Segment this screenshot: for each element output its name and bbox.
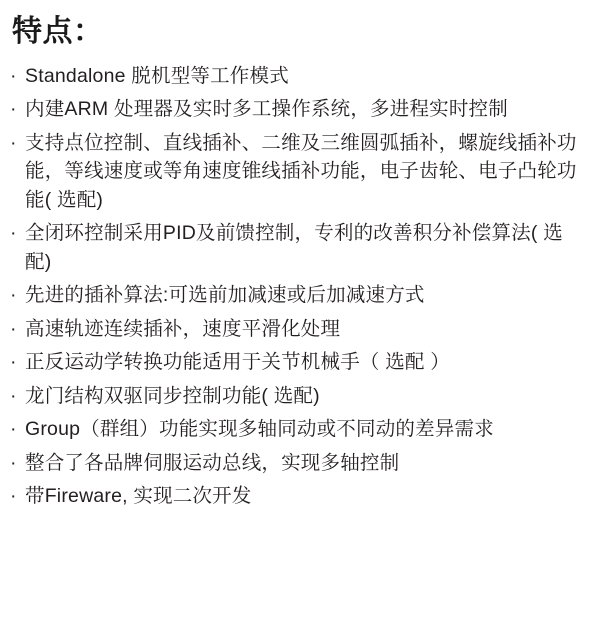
list-item xyxy=(10,415,582,443)
list-item xyxy=(10,315,582,343)
list-item-label: 正反运动学转换功能适用于关节机械手（ 选配 ） xyxy=(25,351,450,374)
list-item-label: 先进的插补算法:可选前加减速或后加减速方式 xyxy=(25,284,425,307)
bullet-icon: · xyxy=(10,351,17,374)
bullet-icon: · xyxy=(10,98,17,121)
list-item-label: Group（群组）功能实现多轴同动或不同动的差异需求 xyxy=(25,418,494,441)
bullet-icon: · xyxy=(10,222,17,245)
list-item xyxy=(10,219,582,276)
list-item-label: 支持点位控制、直线插补、二维及三维圆弧插补，螺旋线插补功能，等线速度或等角速度锥线插补功能，电子齿轮、电子凸轮功能( 选配) xyxy=(25,131,577,211)
list-item xyxy=(10,129,582,214)
list-item xyxy=(10,348,582,376)
list-item-label: 整合了各品牌伺服运动总线，实现多轴控制 xyxy=(25,451,400,474)
bullet-icon: · xyxy=(10,131,17,154)
list-item xyxy=(10,281,582,309)
list-item-label: 高速轨迹连续插补，速度平滑化处理 xyxy=(25,317,341,340)
list-item-label: 内建ARM 处理器及实时多工操作系统，多进程实时控制 xyxy=(25,98,508,121)
list-item-label: 龙门结构双驱同步控制功能( 选配) xyxy=(25,384,320,407)
page-title: 特点： xyxy=(12,15,104,48)
list-item xyxy=(10,449,582,477)
bullet-icon: · xyxy=(10,284,17,307)
list-item xyxy=(10,482,582,510)
bullet-icon: · xyxy=(10,451,17,474)
bullet-icon: · xyxy=(10,384,17,407)
list-item-label: Standalone 脱机型等工作模式 xyxy=(25,65,289,87)
list-item xyxy=(10,95,582,123)
list-item xyxy=(10,382,582,410)
bullet-icon: · xyxy=(10,485,17,508)
list-item-label: 带Fireware, 实现二次开发 xyxy=(25,485,252,508)
list-item xyxy=(10,62,582,90)
bullet-icon: · xyxy=(10,317,17,340)
feature-list xyxy=(10,62,582,511)
list-item-label: 全闭环控制采用PID及前馈控制，专利的改善积分补偿算法( 选配) xyxy=(25,222,563,273)
bullet-icon: · xyxy=(10,65,17,87)
bullet-icon: · xyxy=(10,418,17,441)
